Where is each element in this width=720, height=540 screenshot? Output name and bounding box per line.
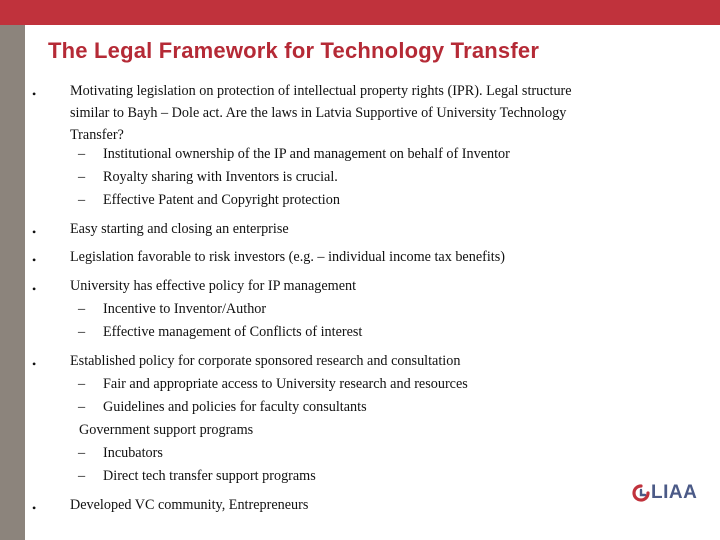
sub-item: [78, 321, 362, 344]
bullet-text: Developed VC community, Entrepreneurs: [70, 497, 309, 513]
bullet-marker: •: [32, 357, 37, 371]
sub-item: [78, 166, 338, 189]
sub-item: [78, 373, 468, 396]
bullet-text: Easy starting and closing an enterprise: [70, 221, 289, 237]
sub-item-text: Effective Patent and Copyright protection: [103, 192, 340, 208]
bullet-marker: •: [32, 225, 37, 239]
liaa-logo-icon: [632, 484, 650, 502]
bullet-text: similar to Bayh – Dole act. Are the laws in Latvia Supportive of University Technology: [70, 105, 567, 121]
dash-marker: –: [78, 376, 86, 392]
liaa-logo: [632, 482, 697, 504]
dash-marker: –: [78, 445, 86, 461]
sub-item-text: Royalty sharing with Inventors is crucial.: [103, 169, 338, 185]
sub-item: [78, 189, 340, 212]
bullet-text: Legislation favorable to risk investors (e.g. – individual income tax benefits): [70, 249, 505, 265]
bullet-text: Transfer?: [70, 127, 124, 143]
sub-item-text: Incentive to Inventor/Author: [103, 301, 267, 317]
dash-marker: –: [78, 324, 86, 340]
dash-marker: –: [78, 399, 86, 415]
sub-item-text: Institutional ownership of the IP and management on behalf of Inventor: [103, 146, 510, 162]
sub-item: [78, 143, 510, 166]
dash-marker: –: [78, 301, 86, 317]
sub-item-text: Guidelines and policies for faculty consultants: [103, 399, 367, 415]
bullet-text: Motivating legislation on protection of intellectual property rights (IPR). Legal structure: [70, 83, 572, 99]
dash-marker: –: [78, 146, 86, 162]
sub-item-text: Fair and appropriate access to University research and resources: [103, 376, 468, 392]
bullet-marker: •: [32, 282, 37, 296]
bullet-text: Established policy for corporate sponsored research and consultation: [70, 353, 461, 369]
dash-marker: –: [78, 468, 86, 484]
bullet-text: University has effective policy for IP management: [70, 278, 357, 294]
bullet-marker: •: [32, 253, 37, 267]
dash-marker: –: [78, 169, 86, 185]
sub-item: [78, 465, 316, 488]
bullet-marker: •: [32, 87, 37, 101]
sub-item-text: Incubators: [103, 445, 163, 461]
logo-text: LIAA: [651, 482, 698, 503]
sub-item: [78, 298, 266, 321]
bullet-marker: •: [32, 501, 37, 515]
sub-item-text: Effective management of Conflicts of interest: [103, 324, 363, 340]
sub-item: [78, 442, 163, 465]
dash-marker: –: [78, 192, 86, 208]
slide-title: The Legal Framework for Technology Transfer: [48, 38, 540, 63]
sub-item: [78, 396, 367, 419]
sub-item-text: Direct tech transfer support programs: [103, 468, 316, 484]
sub-heading-text: Government support programs: [79, 422, 254, 438]
